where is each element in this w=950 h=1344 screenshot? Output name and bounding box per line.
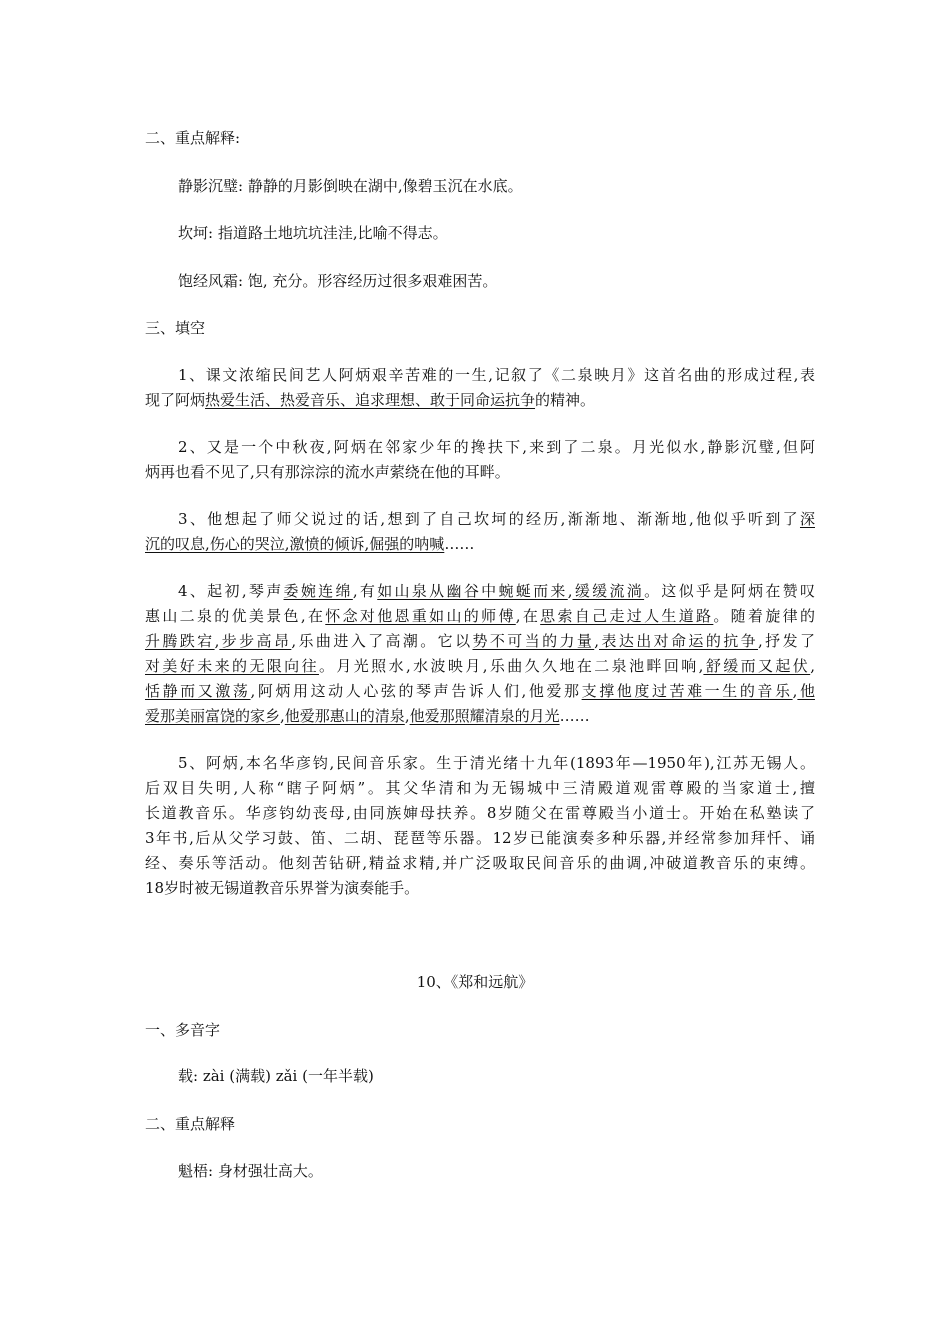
paragraph-line: 惠山二泉的优美景色,在怀念对他恩重如山的师傅,在思索自己走过人生道路。随着旋律的 [145,607,815,625]
blank-answer: 势不可当的力量 [472,632,595,650]
blank-answer: 支撑他度过苦难一生的音乐 [581,682,793,700]
paragraph-line: 2、又是一个中秋夜,阿炳在邻家少年的搀扶下,来到了二泉。月光似水,静影沉璧,但阿 [178,438,815,456]
paragraph-line: 1、课文浓缩民间艺人阿炳艰辛苦难的一生,记叙了《二泉映月》这首名曲的形成过程,表 [178,366,815,384]
paragraph-line: 长道教音乐。华彦钧幼丧母,由同族婶母扶养。8岁随父在雷尊殿当小道士。开始在私塾读了 [145,804,815,822]
blank-answer: 思索自己走过人生道路 [540,607,714,625]
section-heading-fill-blanks: 三、填空 [145,319,206,337]
section-heading-key-explanations-2: 二、重点解释 [145,1115,236,1133]
blank-answer: 爱那美丽富饶的家乡 [145,707,281,725]
lesson-title: 10、《郑和远航》 [416,973,534,991]
paragraph-line: 沉的叹息,伤心的哭泣,激愤的倾诉,倔强的呐喊…… [145,535,475,553]
paragraph-line: 爱那美丽富饶的家乡,他爱那惠山的清泉,他爱那照耀清泉的月光…… [145,707,590,725]
paragraph-line: 现了阿炳热爱生活、热爱音乐、追求理想、敢于同命运抗争的精神。 [145,391,596,409]
blank-answer: 怀念对他恩重如山的师傅 [325,607,516,625]
blank-answer: 升腾跌宕 [145,632,215,650]
blank-answer: 委婉连绵 [283,582,353,600]
paragraph-line: 4、起初,琴声委婉连绵,有如山泉从幽谷中蜿蜒而来,缓缓流淌。这似乎是阿炳在赞叹 [178,582,815,600]
section-heading-polyphone: 一、多音字 [145,1021,221,1039]
polyphone-item: 载: zài (满载) zǎi (一年半载) [178,1067,374,1085]
paragraph-line: 3、他想起了师父说过的话,想到了自己坎坷的经历,渐渐地、渐渐地,他似乎听到了深 [178,510,815,528]
blank-answer: 缓缓流淌 [572,582,645,600]
blank-answer: 深 [799,510,815,528]
paragraph-line: 3年书,后从父学习鼓、笛、二胡、琵琶等乐器。12岁已能演奏多种乐器,并经常参加拜忏、诵 [145,829,815,847]
paragraph-line: 5、阿炳,本名华彦钧,民间音乐家。生于清光绪十九年(1893年—1950年),江苏无锡人。 [178,754,815,772]
blank-answer: 如山泉从幽谷中蜿蜒而来 [377,582,568,600]
paragraph-line: 后双目失明,人称“瞎子阿炳”。其父华清和为无锡城中三清殿道观雷尊殿的当家道士,擅 [145,779,815,797]
paragraph-line: 对美好未来的无限向往。月光照水,水波映月,乐曲久久地在二泉池畔回响,舒缓而又起伏, [145,657,815,675]
paragraph-line: 升腾跌宕,步步高昂,乐曲进入了高潮。它以势不可当的力量,表达出对命运的抗争,抒发了 [145,632,815,650]
definition-item: 饱经风霜: 饱, 充分。形容经历过很多艰难困苦。 [178,272,498,290]
definition-item: 魁梧: 身材强壮高大。 [178,1162,323,1180]
section-heading-key-explanations: 二、重点解释: [145,129,241,147]
blank-answer: 对美好未来的无限向往 [145,657,319,675]
blank-answer: 他 [797,682,815,700]
paragraph-line: 炳再也看不见了,只有那淙淙的流水声萦绕在他的耳畔。 [145,463,510,481]
blank-answer: 舒缓而又起伏 [703,657,811,675]
definition-item: 静影沉璧: 静静的月影倒映在湖中,像碧玉沉在水底。 [178,177,523,195]
blank-answer: 恬静而又激荡 [145,682,251,700]
paragraph-line: 经、奏乐等活动。他刻苦钻研,精益求精,并广泛吸取民间音乐的曲调,冲破道教音乐的束缚。 [145,854,815,872]
blank-answer: 热爱生活、热爱音乐、追求理想、敢于同命运抗争 [205,391,536,409]
blank-answer: 步步高昂 [219,632,292,650]
blank-answer: 表达出对命运的抗争 [599,632,759,650]
blank-answer: 他爱那照耀清泉的月光 [409,707,560,725]
paragraph-line: 18岁时被无锡道教音乐界誉为演奏能手。 [145,879,420,897]
definition-item: 坎坷: 指道路土地坑坑洼洼,比喻不得志。 [178,224,448,242]
blank-answer: 沉的叹息,伤心的哭泣,激愤的倾诉,倔强的呐喊 [145,535,445,553]
paragraph-line: 恬静而又激荡,阿炳用这动人心弦的琴声告诉人们,他爱那支撑他度过苦难一生的音乐,他 [145,682,815,700]
blank-answer: 他爱那惠山的清泉 [284,707,405,725]
